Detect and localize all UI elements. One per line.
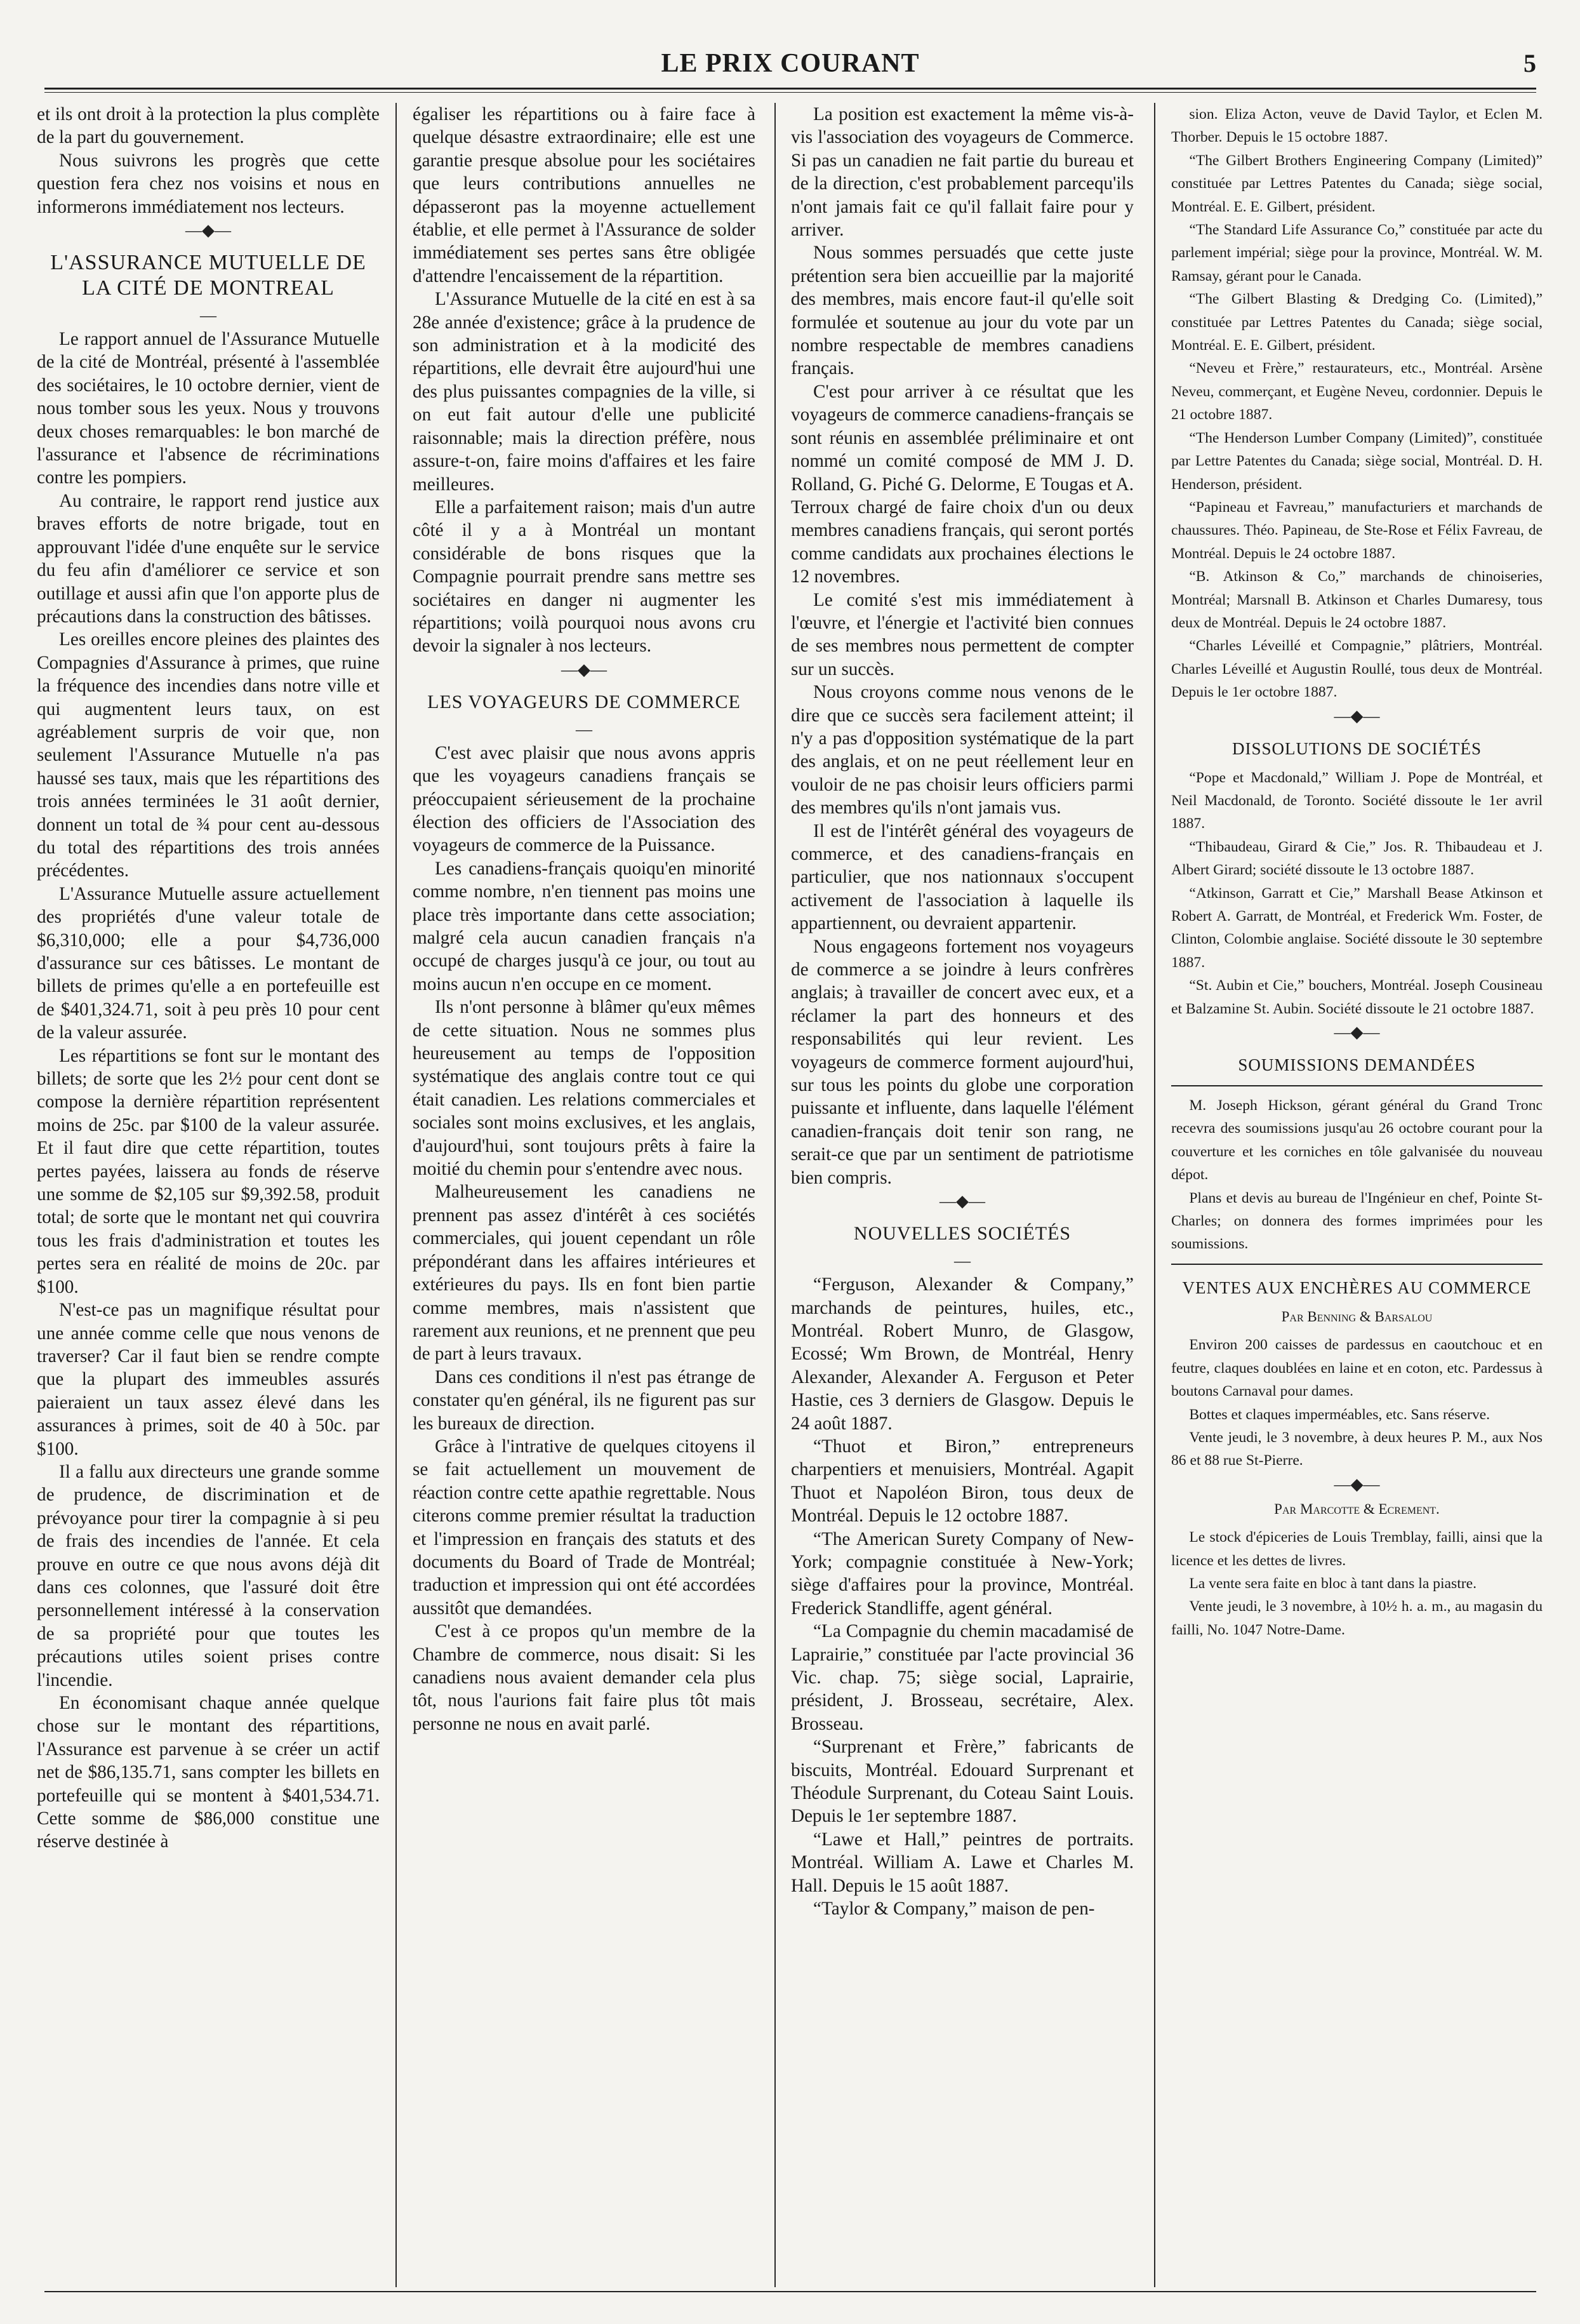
section-rule — [1171, 1085, 1543, 1086]
section-heading: DISSOLUTIONS DE SOCIÉTÉS — [1231, 738, 1482, 758]
column-divider — [1154, 103, 1155, 2287]
footer-rule — [44, 2291, 1536, 2292]
paragraph: Bottes et claques imperméables, etc. Sans réserve. — [1189, 1406, 1490, 1423]
paragraph: “Thibaudeau, Girard & Cie,” Jos. R. Thibaudeau et J. Albert Girard; société dissoute le 13 octobre 1887. — [1171, 838, 1543, 879]
paragraph: “Papineau et Favreau,” manufacturiers et marchands de chaussures. Théo. Papineau, de Ste-Rose et Félix Favreau, de Montréal. Depuis le 24 octobre 1887. — [1171, 498, 1543, 562]
paragraph: L'Assurance Mutuelle assure actuellement des propriétés d'une valeur totale de $6,310,000; elle a pour $4,736,000 d'assurance sur ces bâtisses. Le montant de billets de primes qu'elle a en portefeuille est de $401,324.71, soit à peu près 10 pour cent de la valeur assurée. — [37, 883, 380, 1043]
paragraph: Nous suivrons les progrès que cette question fera chez nos voisins et nous en informerons immédiatement nos lecteurs. — [37, 150, 380, 217]
paragraph: “Taylor & Company,” maison de pen- — [813, 1899, 1095, 1920]
paragraph: C'est pour arriver à ce résultat que les voyageurs de commerce canadiens-français se sont réunis en assemblée préliminaire et ont nommé un comité composé de MM J. D. Rolland, G. Piché G. Delorme, E Tougas et A. Terroux chargé de faire choix d'un ou deux membres canadiens français, qui seront portés comme candidats aux prochaines élections le 12 novembres. — [791, 381, 1134, 587]
paragraph: C'est à ce propos qu'un membre de la Chambre de commerce, nous disait: Si les canadiens nous avaient demander cela plus tôt, nous l'aurions fait faire plus tôt mais personne ne nous en avait parlé. — [413, 1621, 755, 1734]
article-heading: L'ASSURANCE MUTUELLE DE LA CITÉ DE MONTREAL — [50, 251, 366, 300]
paragraph: “Lawe et Hall,” peintres de portraits. Montréal. William A. Lawe et Charles M. Hall. Depuis le 15 août 1887. — [791, 1829, 1134, 1896]
paragraph: Les répartitions se font sur le montant des billets; de sorte que les 2½ pour cent dont se compose la dernière répartition représentent moins de 25c. par $100 de la valeur assurée. Et il faut dire que cette répartition, toutes pertes payées, laissera au fonds de réserve une somme de $2,105 sur $9,392.58, produit total; de sorte que le montant net qui couvrira tous les frais d'administration et toutes les pertes sera en réalité de moins de 20c. par $100. — [37, 1045, 380, 1297]
paragraph: Elle a parfaitement raison; mais d'un autre côté il y a à Montréal un montant considérable de bons risques que la Compagnie pourrait prendre sans mettre ses sociétaires en danger ni augmenter les répartitions; voilà pourquoi nous avons cru devoir la signaler à nos lecteurs. — [413, 497, 755, 657]
notices-list — [1171, 1526, 1543, 1641]
paragraph: Le stock d'épiceries de Louis Tremblay, failli, ainsi que la licence et les dettes de livres. — [1171, 1529, 1543, 1569]
paragraph: Nous sommes persuadés que cette juste prétention sera bien accueillie par la majorité des membres, mais encore faut-il qu'elle soit formulée et soutenue au jour du vote par un nombre respectable de membres canadiens français. — [791, 243, 1134, 379]
separator-ornament: — — [200, 306, 216, 325]
paragraph: “Pope et Macdonald,” William J. Pope de Montréal, et Neil Macdonald, de Toronto. Société dissoute le 1er avril 1887. — [1171, 769, 1543, 832]
separator-ornament: — — [576, 719, 592, 738]
column-divider — [774, 103, 776, 2287]
paragraph: Plans et devis au bureau de l'Ingénieur en chef, Pointe St-Charles; on donnera des formes imprimées pour les soumissions. — [1171, 1189, 1543, 1253]
paragraph: Dans ces conditions il n'est pas étrange de constater qu'en général, ils ne figurent pas sur les bureaux de direction. — [413, 1366, 755, 1434]
article-body — [413, 742, 755, 1735]
notices-list — [791, 1273, 1134, 1920]
auctioneer-byline: Par Benning & Barsalou — [1281, 1308, 1433, 1325]
paragraph: Les oreilles encore pleines des plaintes des Compagnies d'Assurance à primes, que ruine la fréquence des incendies dans notre ville et qui augmentent leurs taux, on est agréablement surpris de voir que, non seulement l'Assurance Mutuelle n'a pas haussé ses taux, mais que les répartitions des trois années terminées le 31 août dernier, donnent un total de ¾ pour cent au-dessous du total des répartitions des trois années précédentes. — [37, 629, 380, 881]
column-3 — [791, 103, 1134, 2287]
article-body — [413, 288, 755, 658]
notices-list — [1171, 766, 1543, 1020]
paragraph: “Charles Léveillé et Compagnie,” plâtriers, Montréal. Charles Léveillé et Augustin Roullé, tous deux de Montréal. Depuis le 1er octobre 1887. — [1171, 638, 1543, 701]
paragraph: Nous engageons fortement nos voyageurs de commerce a se joindre à leurs confrères anglais; à travailler de concert avec eux, et a réclamer la part des honneurs et des responsabilités qui leur revient. Les voyageurs de commerce forment aujourd'hui, sur tous les points du globe une corporation puissante et influente, dans laquelle l'élément canadien-français doit tenir son rang, ne serait-ce que par un sentiment de patriotisme bien compris. — [791, 936, 1134, 1188]
paragraph: “Ferguson, Alexander & Company,” marchands de peintures, huiles, etc., Montréal. Robert Munro, de Glasgow, Ecossé; Wm Brown, de Montréal, Henry Alexander, Alexander A. Ferguson et Peter Hastie, ces 3 derniers de Glasgow. Depuis le 24 août 1887. — [791, 1274, 1134, 1434]
page-header — [44, 44, 1536, 83]
paragraph: Le comité s'est mis immédiatement à l'œuvre, et l'énergie et l'activité bien connues de ses membres nous permettent de compter sur un succès. — [791, 589, 1134, 679]
paragraph: égaliser les répartitions ou à faire face à quelque désastre extraordinaire; elle est une garantie presque absolue pour les sociétaires que leurs contributions annuelles ne dépasseront pas la moyenne actuellement établie, et elle permet à l'Assurance de solder immédiatement ses pertes sans être obligée d'attendre l'encaissement de la répartition. — [413, 104, 755, 286]
paragraph: L'Assurance Mutuelle de la cité en est à sa 28e année d'existence; grâce à la prudence de son administration et à la modicité des répartitions, elle devrait être aujourd'hui une des plus puissantes compagnies de la ville, si on eut fait autour d'elle une publicité raisonnable; mais la direction préfère, nous assure-t-on, faire moins d'affaires et les faire meilleures. — [413, 289, 755, 495]
auctioneer-byline: Par Marcotte & Ecrement. — [1274, 1500, 1440, 1517]
article-body — [791, 103, 1134, 1189]
notices-list — [1171, 1333, 1543, 1472]
separator-ornament: —◆— — [1334, 706, 1380, 725]
page-number: 5 — [1524, 49, 1536, 77]
paragraph: M. Joseph Hickson, gérant général du Grand Tronc recevra des soumissions jusqu'au 26 octobre courant pour la couverture et les corniches en tôle galvanisée du nouveau dépot. — [1171, 1097, 1543, 1184]
header-rule — [44, 88, 1536, 93]
column-2 — [413, 103, 755, 2287]
paragraph: Les canadiens-français quoiqu'en minorité comme nombre, n'en tiennent pas moins une place très importante dans cette association; malgré cela aucun canadien français n'a occupé de charges jusqu'à ce jour, ou tout au moins aucun n'en occupe en ce moment. — [413, 858, 755, 994]
separator-ornament: — — [954, 1252, 971, 1271]
paragraph: En économisant chaque année quelque chose sur le montant des répartitions, l'Assurance est parvenue à se créer un actif net de $86,135.71, sans compter les billets en portefeuille qui se montent à $401,534.71. Cette somme de $86,000 constitue une réserve destinée à — [37, 1693, 380, 1852]
paragraph: “The American Surety Company of New-York; compagnie constituée à New-York; siège d'affaires pour la province, Montréal. Frederick Standliffe, agent général. — [791, 1528, 1134, 1619]
paragraph: sion. Eliza Acton, veuve de David Taylor, et Eclen M. Thorber. Depuis le 15 octobre 1887. — [1171, 106, 1543, 146]
paragraph: Environ 200 caisses de pardessus en caoutchouc et en feutre, claques doublées en laine et en coton, etc. Pardessus à boutons Carnaval pour dames. — [1171, 1337, 1543, 1400]
paragraph: “Thuot et Biron,” entrepreneurs charpentiers et menuisiers, Montréal. Agapit Thuot et Napoléon Biron, tous deux de Montréal. Depuis le 12 octobre 1887. — [791, 1436, 1134, 1526]
separator-ornament: —◆— — [185, 221, 231, 240]
paragraph: “The Henderson Lumber Company (Limited)”, constituée par Lettre Patentes du Canada; siège social, Montréal. D. H. Henderson, président. — [1171, 429, 1543, 493]
column-1 — [37, 103, 380, 2287]
publication-title: LE PRIX COURANT — [661, 49, 920, 78]
column-4 — [1171, 103, 1543, 2287]
separator-ornament: —◆— — [939, 1192, 985, 1211]
paragraph: Ils n'ont personne à blâmer qu'eux mêmes de cette situation. Nous ne sommes plus heureusement au temps de l'opposition systématique des anglais contre tout ce qui était canadien. Les relations commerciales et sociales sont moins exclusives, et les anglais, d'aujourd'hui, sont toujours prêts à faire la moitié du chemin pour s'entendre avec nous. — [413, 997, 755, 1180]
paragraph: Il a fallu aux directeurs une grande somme de prudence, de discrimination et de prévoyance pour tirer la compagnie à si peu de frais des incendies de l'année. Et cela prouve en outre ce que nous avons déjà dit dans ces colonnes, que l'assuré doit être personnellement intéressé à la conservation de sa propriété pour que toutes les précautions utiles soient prises contre l'incendie. — [37, 1461, 380, 1690]
paragraph: “The Gilbert Blasting & Dredging Co. (Limited),” constituée par Lettres Patentes du Canada; siège social, Montréal. E. E. Gilbert, président. — [1171, 291, 1543, 354]
paragraph: et ils ont droit à la protection la plus complète de la part du gouvernement. — [37, 104, 380, 148]
column-divider — [395, 103, 397, 2287]
section-rule — [1171, 1264, 1543, 1265]
paragraph: “B. Atkinson & Co,” marchands de chinoiseries, Montréal; Marsnall B. Atkinson et Charles Dumaresy, tous deux de Montréal. Depuis le 24 octobre 1887. — [1171, 568, 1543, 631]
paragraph: Grâce à l'intrative de quelques citoyens il se fait actuellement un mouvement de réaction contre cette apathie regrettable. Nous citerons comme premier résultat la traduction et l'impression en français des statuts et des documents du Board of Trade de Montréal; traduction et impression qui ont été accordées aussitôt que demandées. — [413, 1436, 755, 1619]
paragraph: Le rapport annuel de l'Assurance Mutuelle de la cité de Montréal, présenté à l'assemblée des sociétaires, le 10 octobre dernier, vient de nous tomber sous les yeux. Nous y trouvons deux choses remarquables: le bon marché de l'assurance et l'absence de récriminations contre les pompiers. — [37, 329, 380, 488]
paragraph: Vente jeudi, le 3 novembre, à deux heures P. M., aux Nos 86 et 88 rue St-Pierre. — [1171, 1429, 1543, 1469]
paragraph: La position est exactement la même vis-à-vis l'association des voyageurs de Commerce. Si pas un canadien ne fait partie du bureau et de la direction, c'est probablement parcequ'ils n'ont jamais fait ce qu'il fallait faire pour y arriver. — [791, 104, 1134, 241]
paragraph: “St. Aubin et Cie,” bouchers, Montréal. Joseph Cousineau et Balzamine St. Aubin. Société dissoute le 21 octobre 1887. — [1171, 977, 1543, 1017]
paragraph: “The Standard Life Assurance Co,” constituée par acte du parlement impérial; siège pour la province, Montréal. W. M. Ramsay, gérant pour le Canada. — [1171, 222, 1543, 284]
notices-list — [1171, 1094, 1543, 1256]
separator-ornament: —◆— — [1334, 1023, 1380, 1042]
paragraph: “The Gilbert Brothers Engineering Company (Limited)” constituée par Lettres Patentes du Canada; siège social, Montréal. E. E. Gilbert, président. — [1171, 152, 1543, 215]
paragraph: N'est-ce pas un magnifique résultat pour une année comme celle que nous venons de traverser? Car il faut bien se rendre compte que la plupart des immeubles assurés paieraient un taux assez élevé dans les assurances à primes, soit de 40 à 50c. par $100. — [37, 1300, 380, 1459]
paragraph: Au contraire, le rapport rend justice aux braves efforts de notre brigade, tout en approuvant l'idée d'une enquête sur le service du feu afin d'améliorer ce service et son outillage et aussi afin que l'on apporte plus de précautions dans la construction des bâtisses. — [37, 490, 380, 627]
paragraph: “Surprenant et Frère,” fabricants de biscuits, Montréal. Edouard Surprenant et Théodule Surprenant, du Coteau Saint Louis. Depuis le 1er septembre 1887. — [791, 1737, 1134, 1827]
paragraph: Vente jeudi, le 3 novembre, à 10½ h. a. m., au magasin du failli, No. 1047 Notre-Dame. — [1171, 1598, 1543, 1638]
section-heading: VENTES AUX ENCHÈRES AU COMMERCE — [1182, 1278, 1532, 1297]
article-heading: LES VOYAGEURS DE COMMERCE — [427, 691, 741, 712]
notices-list — [1171, 103, 1543, 704]
paragraph: Il est de l'intérêt général des voyageurs de commerce, et des canadiens-français en particulier, que nos nationnaux s'occupent activement de l'association à laquelle ils appartiennent, ou devraient appartenir. — [791, 820, 1134, 934]
paragraph: Nous croyons comme nous venons de le dire que ce succès sera facilement atteint; il n'y a pas d'opposition systématique de la part des anglais, et on ne peut réellement leur en vouloir de ne pas choisir leurs officiers parmi des membres qu'ils n'ont jamais vus. — [791, 682, 1134, 818]
paragraph: C'est avec plaisir que nous avons appris que les voyageurs canadiens français se préoccupaient sérieusement de la prochaine élection des officiers de l'Association des voyageurs de commerce de la Puissance. — [413, 742, 755, 856]
paragraph: “Atkinson, Garratt et Cie,” Marshall Bease Atkinson et Robert A. Garratt, de Montréal, et Frederick Wm. Foster, de Clinton, Colombie anglaise. Société dissoute le 30 septembre 1887. — [1171, 885, 1543, 971]
article-body — [37, 328, 380, 1853]
paragraph: La vente sera faite en bloc à tant dans la piastre. — [1189, 1575, 1477, 1592]
separator-ornament: —◆— — [561, 660, 607, 679]
paragraph: “Neveu et Frère,” restaurateurs, etc., Montréal. Arsène Neveu, commerçant, et Eugène Neveu, cordonnier. Depuis le 21 octobre 1887. — [1171, 360, 1543, 424]
paragraph: “La Compagnie du chemin macadamisé de Laprairie,” constituée par l'acte provincial 36 Vic. chap. 75; siège social, Laprairie, président, J. Brosseau, secrétaire, Alex. Brosseau. — [791, 1621, 1134, 1734]
section-heading: SOUMISSIONS DEMANDÉES — [1238, 1055, 1476, 1075]
section-heading: NOUVELLES SOCIÉTÉS — [853, 1223, 1072, 1245]
paragraph: Malheureusement les canadiens ne prennent pas assez d'intérêt à ces sociétés commerciales, qui jouent cependant un rôle prépondérant dans les affaires intérieures et extérieures du pays. Ils en font bien partie comme membres, mais n'assistent que rarement aux reunions, et ne prennent que peu de part à leurs travaux. — [413, 1182, 755, 1365]
separator-ornament: —◆— — [1334, 1474, 1380, 1493]
